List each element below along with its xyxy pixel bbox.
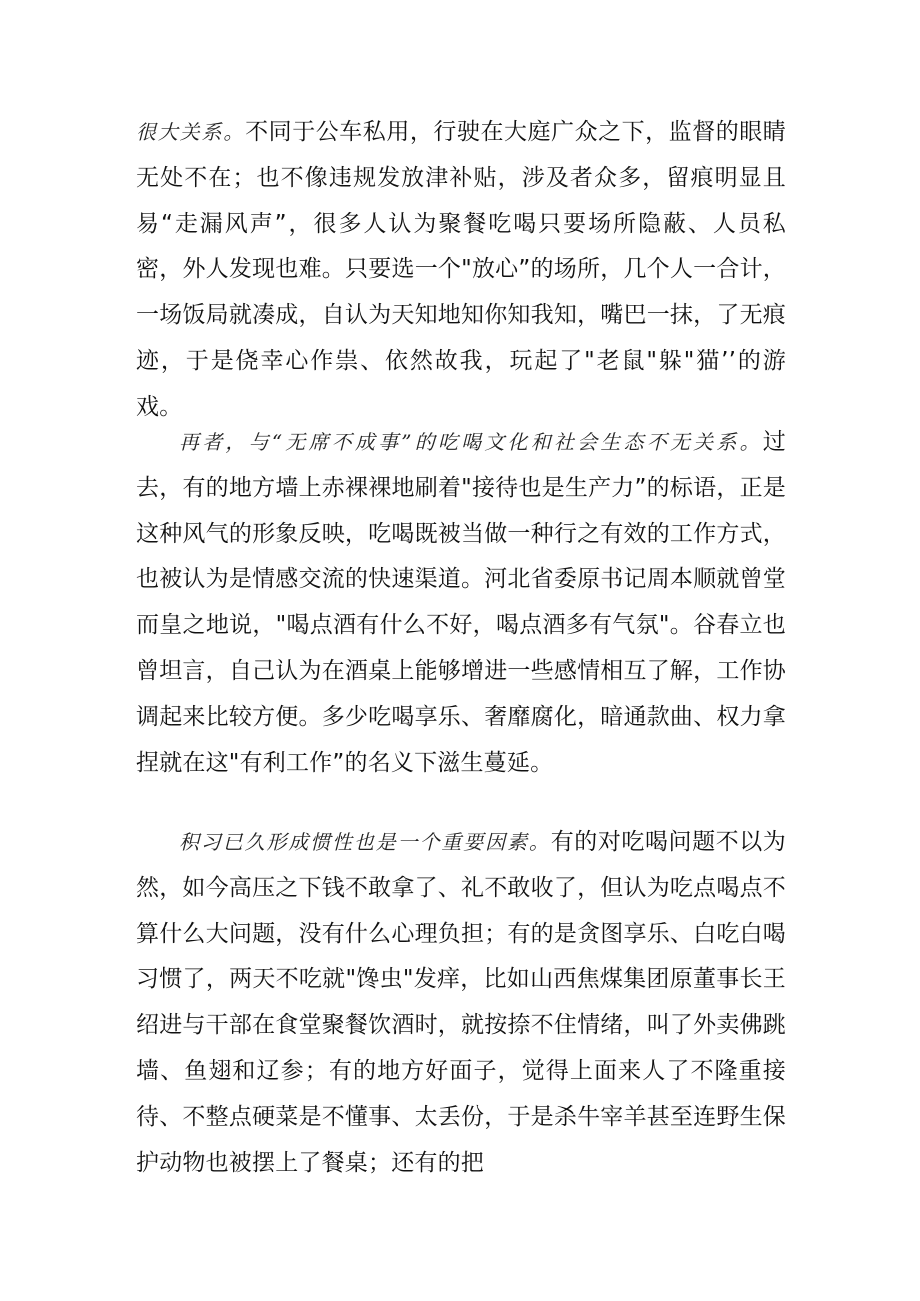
paragraph-1 [136, 110, 786, 431]
paragraph-3 [136, 820, 786, 1186]
paragraph-2 [136, 420, 786, 786]
paragraph-1-body: 不同于公车私用，行驶在大庭广众之下，监督的眼睛无处不在；也不像违规发放津补贴，涉及者众多，留痕明显且易“走漏风声”，很多人认为聚餐吃喝只要场所隐蔽、人员私密，外人发现也难。只要选一个"放心”的场所，几个人一合计，一场饭局就凑成，自认为天知地知你知我知，嘴巴一抹，了无痕迹，于是侥幸心作祟、依然故我，玩起了"老鼠"躲"猫’’的游戏。 [136, 119, 787, 420]
paragraph-2-lead: 再者，与“无席不成事”的吃喝文化和社会生态不无关系。 [179, 430, 763, 454]
paragraph-3-body: 有的对吃喝问题不以为然，如今高压之下钱不敢拿了、礼不敢收了，但认为吃点喝点不算什么大问题，没有什么心理负担；有的是贪图享乐、白吃白喝习惯了，两天不吃就"馋虫"发痒，比如山西焦煤集团原董事长王绍进与干部在食堂聚餐饮酒时，就按捺不住情绪，叫了外卖佛跳墙、鱼翅和辽参；有的地方好面子，觉得上面来人了不隆重接待、不整点硬菜是不懂事、太丢份，于是杀牛宰羊甚至连野生保护动物也被摆上了餐桌；还有的把 [136, 829, 787, 1176]
paragraph-1-lead: 很大关系。 [136, 120, 246, 144]
paragraph-3-lead: 积习已久形成惯性也是一个重要因素。 [179, 830, 551, 854]
paragraph-2-body: 过去，有的地方墙上赤裸裸地刷着"接待也是生产力”的标语，正是这种风气的形象反映，吃喝既被当做一种行之有效的工作方式，也被认为是情感交流的快速渠道。河北省委原书记周本顺就曾堂而皇之地说，"喝点酒有什么不好，喝点酒多有气氛"。谷春立也曾坦言，自己认为在酒桌上能够增进一些感情相互了解，工作协调起来比较方便。多少吃喝享乐、奢靡腐化，暗通款曲、权力拿捏就在这"有利工作”的名义下滋生蔓延。 [136, 429, 786, 776]
